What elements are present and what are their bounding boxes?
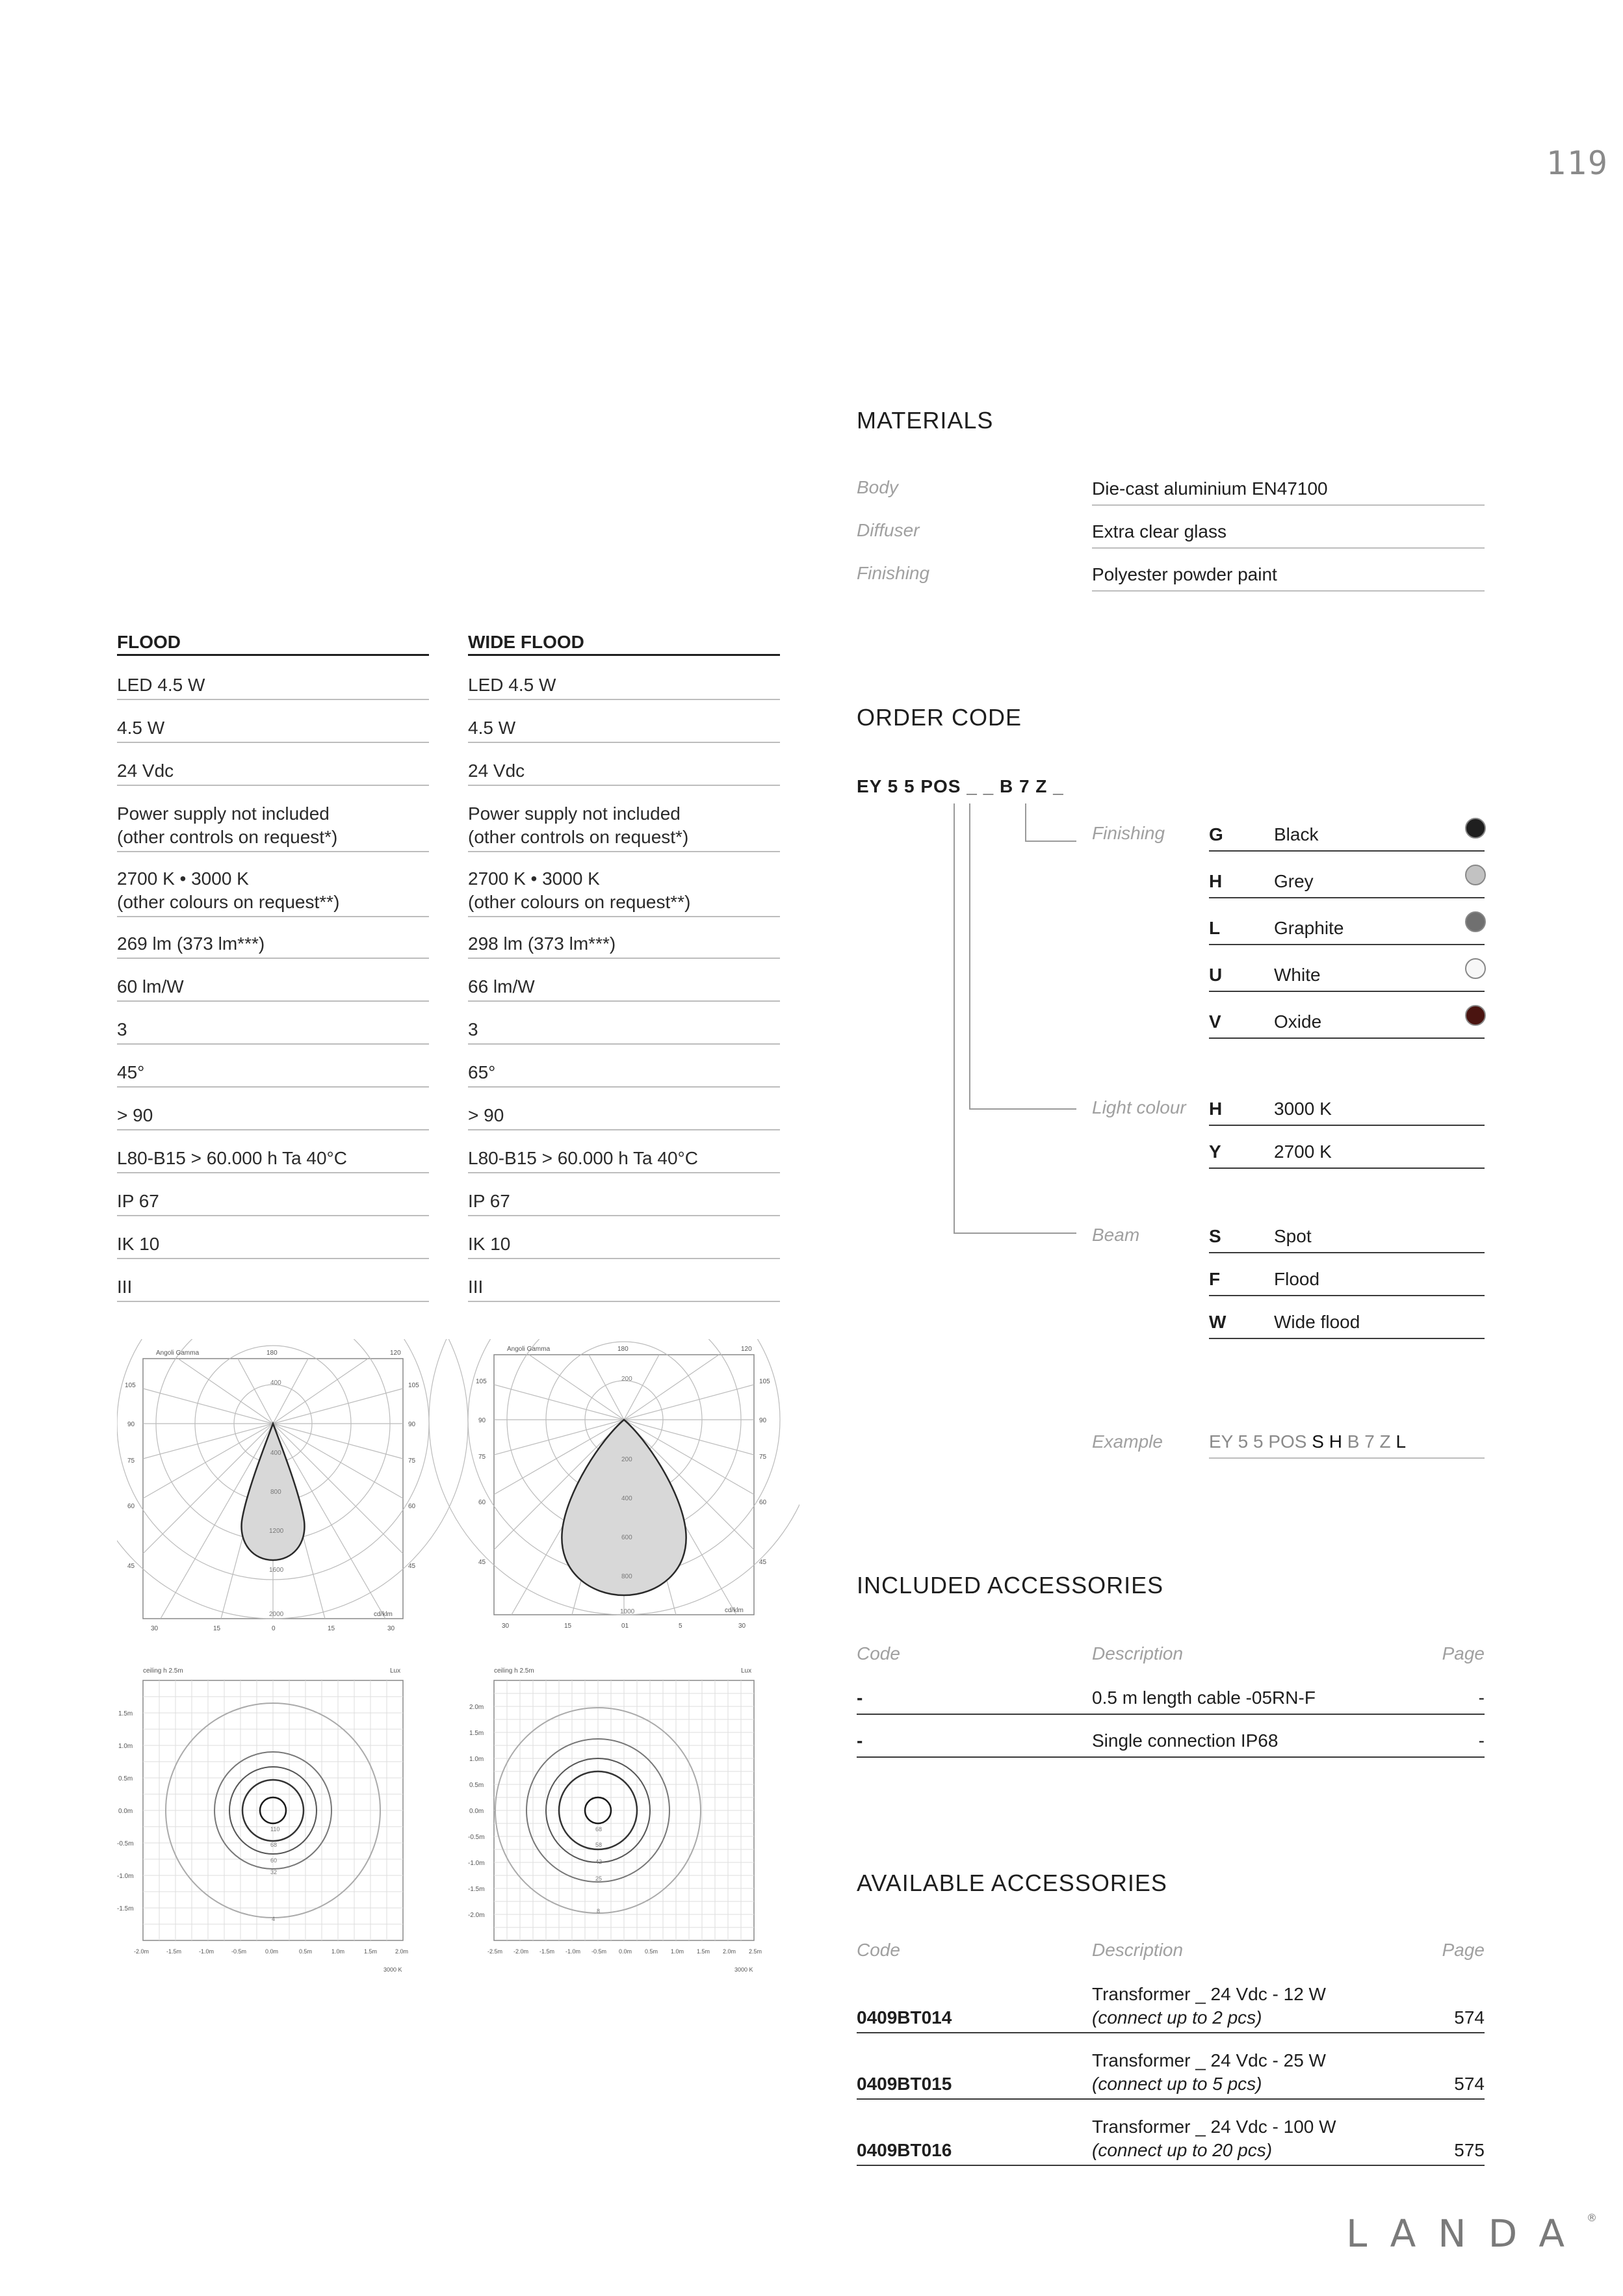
spec-row (117, 1061, 429, 1088)
accessory-page: 575 (1454, 2140, 1485, 2160)
wide-flood-title: WIDE FLOOD (468, 632, 780, 656)
iso-right-ylabel: 1.0m (469, 1756, 484, 1763)
spec-value: 24 Vdc (117, 761, 174, 781)
spec-row (468, 1018, 780, 1045)
polar-left-angle: 60 (408, 1503, 416, 1510)
iso-left-ylabel: -1.5m (117, 1905, 134, 1912)
spec-value: Power supply not included (117, 803, 330, 824)
beam-name: Wide flood (1274, 1312, 1360, 1332)
spec-row (468, 759, 780, 786)
material-value: Die-cast aluminium EN47100 (1092, 477, 1485, 506)
polar-left-ring: 800 (270, 1489, 281, 1496)
iso-left-ylabel: 0.0m (118, 1808, 133, 1815)
spec-value: 4.5 W (468, 718, 516, 738)
polar-left-ring: 2000 (269, 1611, 284, 1618)
finishing-name: Grey (1274, 871, 1314, 891)
iso-right-ylabel: 0.0m (469, 1808, 484, 1815)
spec-row (468, 716, 780, 743)
spec-row (468, 1275, 780, 1302)
iso-right-xlabel: -1.0m (565, 1948, 581, 1955)
accessory-code: 0409BT014 (857, 2007, 952, 2028)
color-swatch-icon (1465, 1005, 1486, 1026)
available-accessories-title: AVAILABLE ACCESSORIES (857, 1870, 1167, 1896)
color-swatch-icon (1465, 911, 1486, 932)
example-code (1209, 1430, 1485, 1459)
iso-left-xlabel: -2.0m (134, 1948, 149, 1955)
logo-registered-mark: ® (1587, 2211, 1597, 2224)
iso-left-xlabel: 0.0m (265, 1948, 279, 1955)
spec-value: (other controls on request*) (117, 827, 338, 847)
iso-right-value: 8 (597, 1908, 601, 1914)
iso-left-value: 4 (272, 1916, 276, 1922)
iso-right-header: ceiling h 2.5m (494, 1667, 534, 1675)
spec-value: 65° (468, 1062, 496, 1082)
example-beam: S (1312, 1431, 1324, 1452)
accessory-code: - (857, 1730, 863, 1751)
finishing-option[interactable] (1209, 963, 1485, 992)
beam-name: Flood (1274, 1269, 1320, 1289)
beam-code: W (1209, 1312, 1227, 1332)
spec-value: IP 67 (117, 1191, 159, 1211)
spec-row (117, 802, 429, 852)
isolux-diagram-wide-flood (468, 1667, 762, 1973)
light-colour-label: Light colour (1092, 1097, 1186, 1117)
polar-right-bottom: 30 (738, 1623, 746, 1630)
iso-left-value: 68 (270, 1842, 278, 1848)
spec-value: LED 4.5 W (117, 675, 205, 695)
spec-row (468, 867, 780, 917)
polar-left-angle: 75 (408, 1457, 416, 1465)
iso-left-cct: 3000 K (383, 1966, 402, 1973)
polar-left-120: 120 (390, 1350, 401, 1357)
beam-option[interactable] (1209, 1268, 1485, 1296)
spec-value: 60 lm/W (117, 976, 184, 997)
spec-value: L80-B15 > 60.000 h Ta 40°C (117, 1148, 347, 1168)
beam-label: Beam (1092, 1225, 1140, 1245)
polar-left-180: 180 (266, 1350, 278, 1357)
spec-value: IK 10 (468, 1234, 511, 1254)
spec-row (468, 1190, 780, 1216)
polar-left-ring: 1600 (269, 1567, 284, 1574)
iso-left-ylabel: -1.0m (117, 1873, 134, 1880)
accessory-page: - (1478, 1730, 1485, 1751)
spec-row (117, 759, 429, 786)
polar-left-ring: 400 (270, 1379, 281, 1387)
spec-value: 3 (468, 1019, 478, 1039)
iso-right-xlabel: -2.0m (513, 1948, 529, 1955)
accessory-page: 574 (1454, 2074, 1485, 2094)
iso-right-xlabel: -0.5m (591, 1948, 607, 1955)
polar-right-angle: 75 (478, 1454, 486, 1461)
available-accessory-row[interactable] (857, 2115, 1485, 2166)
polar-diagram-wide-flood (429, 1339, 799, 1630)
spec-row (468, 802, 780, 852)
polar-left-angle: 45 (127, 1563, 135, 1570)
included-accessory-row (857, 1686, 1485, 1715)
example-label: Example (1092, 1431, 1163, 1452)
iso-right-ylabel: -0.5m (468, 1834, 485, 1841)
iso-left-xlabel: 2.0m (395, 1948, 409, 1955)
beam-option[interactable] (1209, 1311, 1485, 1339)
iso-right-value: 42 (595, 1859, 603, 1865)
isolux-diagram-flood (117, 1667, 408, 1973)
polar-right-angle: 105 (476, 1378, 487, 1385)
spec-value: 66 lm/W (468, 976, 535, 997)
spec-row (117, 867, 429, 917)
included-header-code: Code (857, 1643, 900, 1663)
order-code-connector-lines (949, 803, 1092, 1246)
spec-row (468, 1061, 780, 1088)
spec-row (117, 673, 429, 700)
color-swatch-icon (1465, 865, 1486, 885)
spec-value: 298 lm (373 lm***) (468, 933, 616, 954)
polar-left-bottom: 30 (151, 1625, 159, 1632)
polar-right-180: 180 (617, 1346, 629, 1353)
iso-right-xlabel: 0.0m (619, 1948, 632, 1955)
accessory-page: - (1478, 1688, 1485, 1708)
spec-value: 269 lm (373 lm***) (117, 933, 265, 954)
finishing-code: H (1209, 871, 1223, 891)
iso-right-xlabel: -2.5m (487, 1948, 503, 1955)
polar-right-angle: 105 (759, 1378, 770, 1385)
spec-value: III (468, 1277, 484, 1297)
accessory-note: (connect up to 5 pcs) (1092, 2074, 1262, 2094)
beam-code: S (1209, 1226, 1221, 1246)
finishing-code: V (1209, 1011, 1221, 1032)
iso-right-ylabel: 2.0m (469, 1704, 484, 1711)
spec-value: 2700 K • 3000 K (468, 868, 600, 889)
iso-left-value: 110 (270, 1826, 280, 1833)
included-header-page: Page (1442, 1643, 1485, 1663)
light-colour-code: Y (1209, 1141, 1221, 1162)
polar-right-unit: cd/klm (725, 1607, 744, 1614)
finishing-name: Black (1274, 824, 1319, 844)
polar-right-ring: 800 (621, 1573, 632, 1580)
order-code-title: ORDER CODE (857, 704, 1022, 731)
iso-left-xlabel: -1.0m (199, 1948, 214, 1955)
polar-left-bottom: 30 (387, 1625, 395, 1632)
polar-right-ring: 600 (621, 1534, 632, 1541)
iso-right-unit: Lux (741, 1667, 752, 1675)
available-header-page: Page (1442, 1940, 1485, 1960)
iso-left-xlabel: 1.5m (364, 1948, 378, 1955)
finishing-code: G (1209, 824, 1223, 844)
iso-left-value: 32 (270, 1869, 278, 1875)
polar-left-bottom: 0 (272, 1625, 276, 1632)
example-mid: B 7 Z (1347, 1431, 1391, 1452)
light-colour-code: H (1209, 1099, 1223, 1119)
polar-right-angle: 90 (478, 1417, 486, 1424)
available-header-description: Description (1092, 1940, 1184, 1960)
spec-row (117, 1233, 429, 1259)
color-swatch-icon (1465, 958, 1486, 979)
iso-left-xlabel: 0.5m (299, 1948, 313, 1955)
polar-right-header: Angoli Gamma (507, 1346, 551, 1353)
spec-value: 45° (117, 1062, 145, 1082)
polar-left-header: Angoli Gamma (156, 1350, 200, 1357)
spec-value: (other controls on request*) (468, 827, 689, 847)
iso-right-xlabel: 1.0m (671, 1948, 684, 1955)
spec-value: IP 67 (468, 1191, 510, 1211)
finishing-label: Finishing (1092, 823, 1165, 843)
spec-value: > 90 (117, 1105, 153, 1125)
iso-right-xlabel: 2.0m (723, 1948, 736, 1955)
finishing-option[interactable] (1209, 917, 1485, 945)
iso-left-xlabel: 1.0m (331, 1948, 345, 1955)
light-colour-option[interactable] (1209, 1140, 1485, 1169)
polar-left-ring: 400 (270, 1450, 281, 1457)
accessory-page: 574 (1454, 2007, 1485, 2028)
spec-row (117, 1190, 429, 1216)
iso-left-ylabel: -0.5m (117, 1840, 134, 1847)
page-number: 119 (1546, 144, 1609, 182)
beam-code: F (1209, 1269, 1221, 1289)
material-label: Diffuser (857, 520, 920, 540)
iso-left-xlabel: -1.5m (166, 1948, 182, 1955)
polar-left-unit: cd/klm (374, 1611, 393, 1618)
spec-value: IK 10 (117, 1234, 160, 1254)
polar-left-ring: 1200 (269, 1528, 284, 1535)
iso-right-xlabel: -1.5m (539, 1948, 555, 1955)
accessory-code: 0409BT016 (857, 2140, 952, 2160)
finishing-option[interactable] (1209, 870, 1485, 898)
polar-right-angle: 45 (478, 1559, 486, 1566)
iso-left-ylabel: 1.0m (118, 1743, 133, 1750)
iso-left-unit: Lux (390, 1667, 401, 1675)
polar-left-bottom: 15 (213, 1625, 221, 1632)
polar-right-angle: 90 (759, 1417, 767, 1424)
polar-right-ring: 200 (621, 1456, 632, 1463)
example-prefix: EY 5 5 POS (1209, 1431, 1307, 1452)
spec-row (117, 1147, 429, 1173)
iso-left-ylabel: 1.5m (118, 1710, 133, 1717)
spec-value: LED 4.5 W (468, 675, 556, 695)
polar-right-ring: 1000 (620, 1608, 635, 1615)
polar-left-angle: 45 (408, 1563, 416, 1570)
polar-left-angle: 90 (127, 1421, 135, 1428)
light-colour-option[interactable] (1209, 1097, 1485, 1126)
iso-left-header: ceiling h 2.5m (143, 1667, 183, 1675)
iso-left-value: 60 (270, 1857, 278, 1864)
iso-right-value: 68 (595, 1826, 603, 1833)
materials-title: MATERIALS (857, 407, 994, 434)
finishing-name: Oxide (1274, 1011, 1322, 1032)
spec-row (117, 1018, 429, 1045)
spec-row (117, 716, 429, 743)
accessory-description: Single connection IP68 (1092, 1730, 1279, 1751)
accessory-note: (connect up to 20 pcs) (1092, 2140, 1273, 2160)
finishing-code: L (1209, 918, 1221, 938)
polar-right-120: 120 (741, 1346, 752, 1353)
polar-left-angle: 105 (408, 1382, 419, 1389)
material-value: Polyester powder paint (1092, 563, 1485, 592)
polar-left-bottom: 15 (328, 1625, 335, 1632)
polar-right-bottom: 01 (621, 1623, 629, 1630)
spec-row (117, 932, 429, 959)
iso-right-ylabel: 0.5m (469, 1782, 484, 1789)
polar-left-angle: 75 (127, 1457, 135, 1465)
spec-row (117, 1104, 429, 1130)
example-light: H (1329, 1431, 1342, 1452)
iso-right-xlabel: 2.5m (749, 1948, 762, 1955)
spec-row (468, 673, 780, 700)
accessory-description: Transformer _ 24 Vdc - 12 W (1092, 1984, 1326, 2004)
available-header-code: Code (857, 1940, 900, 1960)
finishing-name: Graphite (1274, 918, 1344, 938)
iso-right-value: 58 (595, 1842, 603, 1848)
iso-right-xlabel: 1.5m (697, 1948, 710, 1955)
order-code-pattern: EY 5 5 POS _ _ B 7 Z _ (857, 776, 1064, 796)
iso-right-cct: 3000 K (734, 1966, 753, 1973)
spec-value: 4.5 W (117, 718, 165, 738)
finishing-code: U (1209, 965, 1223, 985)
iso-right-ylabel: 1.5m (469, 1730, 484, 1737)
included-accessories-title: INCLUDED ACCESSORIES (857, 1572, 1164, 1598)
landa-logo (1346, 2211, 1597, 2256)
spec-row (468, 932, 780, 959)
logo-text: LANDA (1345, 2211, 1587, 2256)
polar-right-angle: 60 (478, 1499, 486, 1506)
accessory-code: 0409BT015 (857, 2074, 952, 2094)
polar-right-bottom: 5 (679, 1623, 682, 1630)
polar-diagram-flood (117, 1339, 468, 1632)
polar-right-angle: 75 (759, 1454, 767, 1461)
flood-title: FLOOD (117, 632, 429, 656)
spec-value: (other colours on request**) (117, 892, 340, 912)
example-finish: L (1396, 1431, 1407, 1452)
available-accessory-row[interactable] (857, 1983, 1485, 2033)
light-colour-name: 2700 K (1274, 1141, 1332, 1162)
spec-row (117, 975, 429, 1002)
iso-right-value: 25 (595, 1875, 603, 1882)
material-label: Finishing (857, 563, 930, 583)
color-swatch-icon (1465, 818, 1486, 839)
polar-left-angle: 90 (408, 1421, 416, 1428)
polar-right-ring: 400 (621, 1495, 632, 1502)
accessory-description: 0.5 m length cable -05RN-F (1092, 1688, 1316, 1708)
available-accessory-row[interactable] (857, 2049, 1485, 2100)
accessory-note: (connect up to 2 pcs) (1092, 2007, 1262, 2028)
spec-value: III (117, 1277, 133, 1297)
iso-left-xlabel: -0.5m (231, 1948, 247, 1955)
polar-left-angle: 105 (125, 1382, 136, 1389)
included-header-description: Description (1092, 1643, 1184, 1663)
finishing-option[interactable] (1209, 823, 1485, 852)
material-label: Body (857, 477, 898, 497)
material-value: Extra clear glass (1092, 520, 1485, 549)
beam-option[interactable] (1209, 1225, 1485, 1253)
iso-right-xlabel: 0.5m (645, 1948, 658, 1955)
spec-value: 3 (117, 1019, 127, 1039)
iso-right-ylabel: -1.5m (468, 1886, 485, 1893)
finishing-name: White (1274, 965, 1321, 985)
beam-name: Spot (1274, 1226, 1312, 1246)
photometric-diagrams (117, 1339, 799, 1996)
polar-left-angle: 60 (127, 1503, 135, 1510)
spec-row (468, 1233, 780, 1259)
polar-right-bottom: 30 (502, 1623, 510, 1630)
accessory-description: Transformer _ 24 Vdc - 25 W (1092, 2050, 1326, 2070)
spec-row (468, 1147, 780, 1173)
included-accessory-row (857, 1729, 1485, 1758)
light-colour-name: 3000 K (1274, 1099, 1332, 1119)
polar-right-angle: 60 (759, 1499, 767, 1506)
polar-right-ring: 200 (621, 1376, 632, 1383)
iso-left-ylabel: 0.5m (118, 1775, 133, 1782)
spec-row (468, 975, 780, 1002)
spec-row (468, 1104, 780, 1130)
accessory-code: - (857, 1688, 863, 1708)
spec-value: Power supply not included (468, 803, 681, 824)
spec-value: (other colours on request**) (468, 892, 691, 912)
finishing-option[interactable] (1209, 1010, 1485, 1039)
polar-right-bottom: 15 (564, 1623, 572, 1630)
iso-right-ylabel: -1.0m (468, 1860, 485, 1867)
accessory-description: Transformer _ 24 Vdc - 100 W (1092, 2117, 1336, 2137)
spec-value: 24 Vdc (468, 761, 525, 781)
spec-value: L80-B15 > 60.000 h Ta 40°C (468, 1148, 698, 1168)
spec-value: > 90 (468, 1105, 504, 1125)
iso-right-ylabel: -2.0m (468, 1912, 485, 1919)
spec-row (117, 1275, 429, 1302)
spec-value: 2700 K • 3000 K (117, 868, 249, 889)
polar-right-angle: 45 (759, 1559, 767, 1566)
